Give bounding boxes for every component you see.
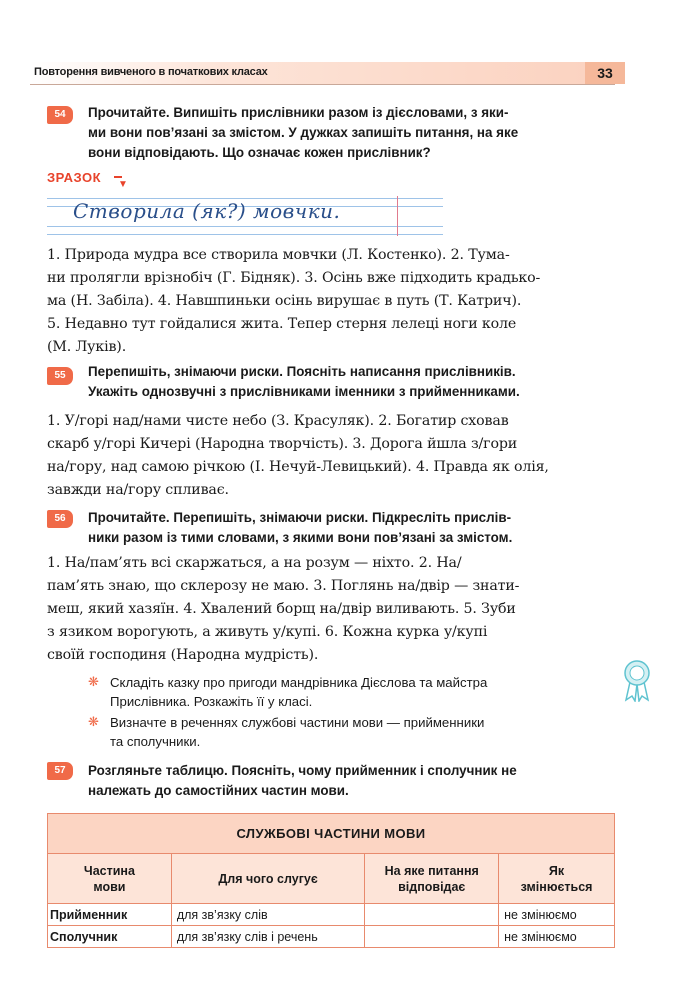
task-line: Прочитайте. Випишіть прислівники разом із дієсловами, з яки-: [88, 105, 509, 120]
exercise-number-badge: 55: [47, 367, 73, 385]
text-line: на/гору, над самою річкою (І. Нечуй-Левицький). 4. Правда як олія,: [47, 459, 549, 475]
table-title: СЛУЖБОВІ ЧАСТИНИ МОВИ: [48, 814, 615, 854]
column-header-line: Для чого слугує: [218, 871, 318, 886]
page-header: [30, 62, 615, 84]
table-cell: Прийменник: [48, 904, 172, 926]
section-title: Повторення вивченого в початкових класах: [34, 66, 268, 78]
column-header-line: відповідає: [398, 879, 466, 894]
text-line: 1. На/пам’ять всі скаржаться, а на розум — ніхто. 2. На/: [47, 555, 462, 571]
medal-icon: [620, 660, 654, 702]
bullet-task: [110, 673, 616, 711]
sample-dash-mark: [114, 176, 122, 178]
ruled-line: [47, 234, 443, 235]
column-header: [499, 854, 615, 904]
text-line: 5. Недавно тут гойдалися жита. Тепер стерня лелеці ноги коле: [47, 316, 517, 332]
text-line: ни пролягли врізнобіч (Г. Бідняк). 3. Осінь вже підходить крадько-: [47, 270, 541, 286]
table-cell: [365, 904, 499, 926]
task-line: ники разом із тими словами, з якими вони пов’язані за змістом.: [88, 530, 513, 545]
text-line: скарб у/горі Кичері (Народна творчість). 3. Дорога йшла з/гори: [47, 436, 518, 452]
exercise-55-text: [47, 410, 615, 502]
task-line: належать до самостійних частин мови.: [88, 783, 349, 798]
table-cell: не змінюємо: [499, 904, 615, 926]
function-words-table: [47, 813, 615, 948]
task-line: Розгляньте таблицю. Поясніть, чому прийменник і сполучник не: [88, 763, 517, 778]
text-line: своїй господиня (Народна мудрість).: [47, 647, 319, 663]
table-row: [48, 926, 615, 948]
table-cell: для зв’язку слів: [171, 904, 365, 926]
exercise-54-task: [88, 103, 616, 163]
bullet-line: Складіть казку про пригоди мандрівника Дієслова та майстра: [110, 675, 488, 690]
column-header: [48, 854, 172, 904]
exercise-number-badge: 56: [47, 510, 73, 528]
column-header-line: змінюється: [520, 879, 593, 894]
snowflake-bullet-icon: ❋: [88, 674, 99, 689]
column-header: [171, 854, 365, 904]
text-line: ма (Н. Забіла). 4. Навшпиньки осінь вирушає в путь (Т. Катрич).: [47, 293, 522, 309]
margin-line: [397, 196, 398, 236]
page-number: 33: [585, 62, 625, 84]
table-cell: [365, 926, 499, 948]
exercise-57-task: [88, 761, 616, 801]
bullet-line: Прислівника. Розкажіть її у класі.: [110, 694, 313, 709]
ruled-line: [47, 226, 443, 227]
table-header-row: [48, 854, 615, 904]
table-row: [48, 904, 615, 926]
column-header-line: Частина: [83, 863, 135, 878]
task-line: Прочитайте. Перепишіть, знімаючи риски. Підкресліть прислів-: [88, 510, 512, 525]
text-line: з язиком ворогують, а живуть у/купі. 6. Кожна курка у/купі: [47, 624, 488, 640]
exercise-55-task: [88, 362, 616, 402]
bullet-line: Визначте в реченнях службові частини мови — прийменники: [110, 715, 485, 730]
table-cell: Сполучник: [48, 926, 172, 948]
header-divider: [30, 84, 615, 85]
bullet-line: та сполучники.: [110, 734, 201, 749]
text-line: 1. У/горі над/нами чисте небо (З. Красуляк). 2. Богатир сховав: [47, 413, 509, 429]
bullet-task: [110, 713, 616, 751]
task-line: Укажіть однозвучні з прислівниками іменники з прийменниками.: [88, 384, 520, 399]
table-cell: не змінюємо: [499, 926, 615, 948]
column-header: [365, 854, 499, 904]
exercise-54-text: [47, 244, 615, 359]
text-line: (М. Луків).: [47, 339, 127, 355]
exercise-number-badge: 57: [47, 762, 73, 780]
column-header-line: Як: [548, 863, 565, 878]
text-line: завжди на/гору спливає.: [47, 482, 229, 498]
text-line: меш, який хазяїн. 4. Хвалений борщ на/двір виливають. 5. Зуби: [47, 601, 516, 617]
task-line: Перепишіть, знімаючи риски. Поясніть написання прислівників.: [88, 364, 516, 379]
task-line: ми вони пов’язані за змістом. У дужках запишіть питання, на яке: [88, 125, 519, 140]
handwritten-sample: Створила (як?) мовчки.: [73, 199, 341, 223]
table-cell: для зв’язку слів і речень: [171, 926, 365, 948]
text-line: пам’ять знаю, що склерозу не маю. 3. Поглянь на/двір — знати-: [47, 578, 520, 594]
sample-label: ЗРАЗОК: [47, 170, 102, 185]
arrow-down-icon: ▼: [118, 179, 128, 190]
snowflake-bullet-icon: ❋: [88, 714, 99, 729]
column-header-line: мови: [93, 879, 126, 894]
column-header-line: На яке питання: [384, 863, 479, 878]
text-line: 1. Природа мудра все створила мовчки (Л. Костенко). 2. Тума-: [47, 247, 510, 263]
task-line: вони відповідають. Що означає кожен прислівник?: [88, 145, 431, 160]
exercise-56-text: [47, 552, 615, 667]
exercise-56-task: [88, 508, 616, 548]
exercise-number-badge: 54: [47, 106, 73, 124]
